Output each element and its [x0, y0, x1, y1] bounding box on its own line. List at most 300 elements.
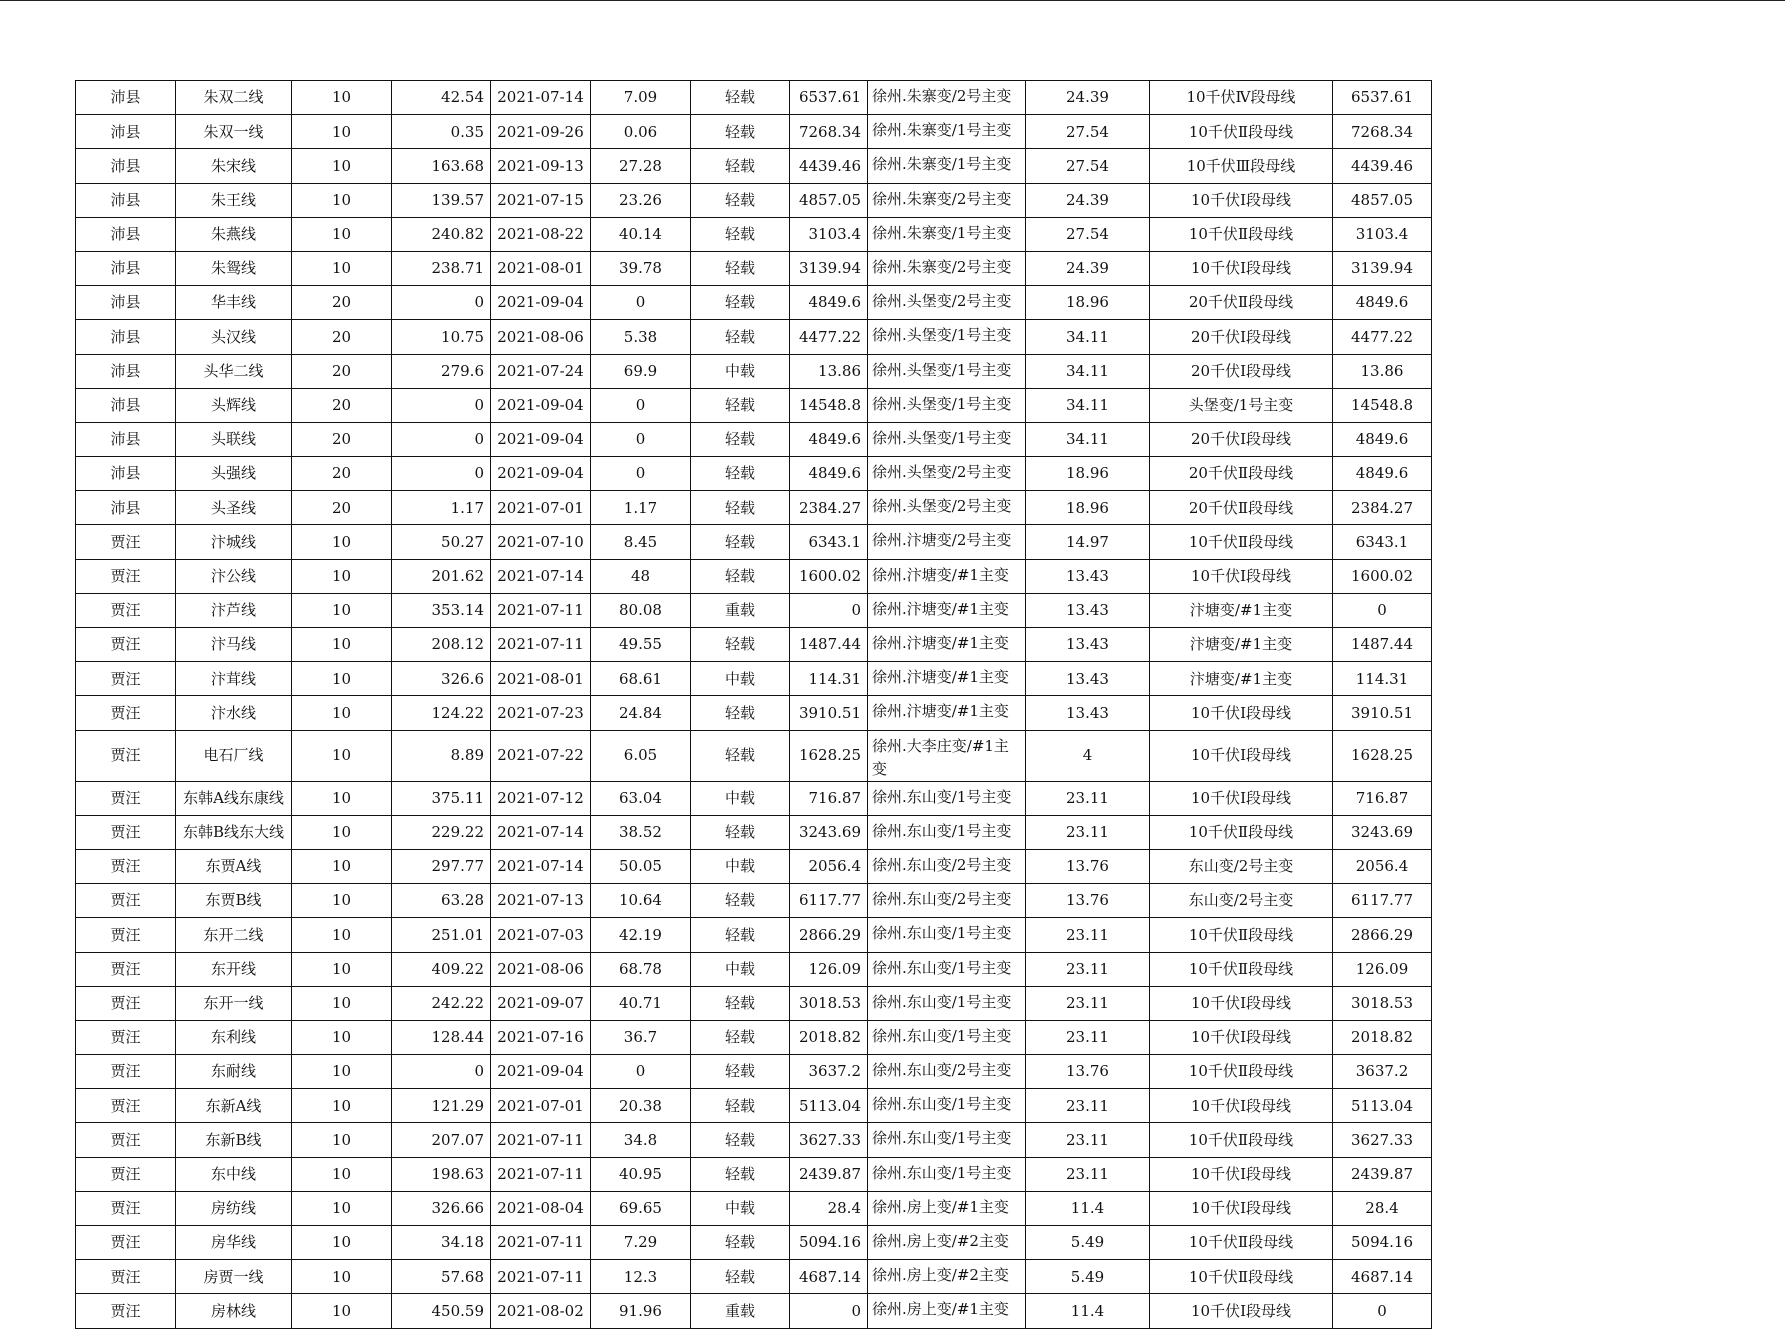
cell-date: 2021-08-01 — [491, 662, 591, 696]
cell-region: 贾汪 — [76, 1191, 176, 1225]
cell-remaining-capacity: 4857.05 — [790, 183, 868, 217]
table-row — [76, 1226, 1432, 1260]
cell-remaining-capacity: 28.4 — [790, 1191, 868, 1225]
cell-current: 1.17 — [392, 491, 491, 525]
cell-load-status: 轻载 — [691, 918, 790, 952]
cell-substation: 徐州.东山变/1号主变 — [868, 918, 1026, 952]
table-row — [76, 286, 1432, 320]
cell-region: 贾汪 — [76, 730, 176, 781]
cell-load-rate: 27.28 — [591, 149, 691, 183]
cell-substation: 徐州.东山变/1号主变 — [868, 1123, 1026, 1157]
cell-load-status: 轻载 — [691, 884, 790, 918]
cell-region: 贾汪 — [76, 662, 176, 696]
cell-substation: 徐州.东山变/1号主变 — [868, 1157, 1026, 1191]
cell-date: 2021-08-22 — [491, 217, 591, 251]
cell-capacity: 6537.61 — [1333, 81, 1432, 115]
table-row — [76, 1020, 1432, 1054]
cell-remaining-capacity: 7268.34 — [790, 115, 868, 149]
cell-capacity: 2439.87 — [1333, 1157, 1432, 1191]
cell-substation-rate: 11.4 — [1026, 1191, 1150, 1225]
cell-load-status: 轻载 — [691, 559, 790, 593]
cell-load-status: 轻载 — [691, 1123, 790, 1157]
cell-busbar: 10千伏Ⅳ段母线 — [1150, 81, 1333, 115]
cell-capacity: 4477.22 — [1333, 320, 1432, 354]
cell-voltage: 10 — [292, 1226, 392, 1260]
cell-date: 2021-07-03 — [491, 918, 591, 952]
cell-substation: 徐州.朱寨变/2号主变 — [868, 251, 1026, 285]
cell-voltage: 10 — [292, 115, 392, 149]
cell-line-name: 东贾B线 — [176, 884, 292, 918]
cell-remaining-capacity: 2018.82 — [790, 1020, 868, 1054]
cell-substation: 徐州.房上变/#1主变 — [868, 1294, 1026, 1328]
cell-voltage: 10 — [292, 781, 392, 815]
cell-voltage: 10 — [292, 662, 392, 696]
cell-date: 2021-07-14 — [491, 849, 591, 883]
cell-line-name: 汴城线 — [176, 525, 292, 559]
cell-current: 229.22 — [392, 815, 491, 849]
cell-busbar: 东山变/2号主变 — [1150, 884, 1333, 918]
cell-load-rate: 80.08 — [591, 593, 691, 627]
cell-voltage: 10 — [292, 183, 392, 217]
cell-remaining-capacity: 3627.33 — [790, 1123, 868, 1157]
cell-busbar: 10千伏Ⅰ段母线 — [1150, 696, 1333, 730]
cell-remaining-capacity: 114.31 — [790, 662, 868, 696]
cell-capacity: 28.4 — [1333, 1191, 1432, 1225]
cell-load-status: 轻载 — [691, 1157, 790, 1191]
cell-load-rate: 0 — [591, 388, 691, 422]
cell-substation-rate: 23.11 — [1026, 1157, 1150, 1191]
cell-capacity: 2018.82 — [1333, 1020, 1432, 1054]
cell-substation-rate: 23.11 — [1026, 1123, 1150, 1157]
cell-voltage: 20 — [292, 422, 392, 456]
cell-substation: 徐州.汴塘变/#1主变 — [868, 593, 1026, 627]
cell-substation: 徐州.房上变/#2主变 — [868, 1226, 1026, 1260]
cell-region: 贾汪 — [76, 1089, 176, 1123]
cell-region: 贾汪 — [76, 1294, 176, 1328]
cell-date: 2021-07-13 — [491, 884, 591, 918]
cell-voltage: 10 — [292, 1294, 392, 1328]
cell-load-status: 轻载 — [691, 1055, 790, 1089]
cell-substation-rate: 14.97 — [1026, 525, 1150, 559]
cell-remaining-capacity: 3243.69 — [790, 815, 868, 849]
cell-region: 贾汪 — [76, 1055, 176, 1089]
cell-busbar: 10千伏Ⅱ段母线 — [1150, 1055, 1333, 1089]
cell-region: 贾汪 — [76, 593, 176, 627]
cell-region: 贾汪 — [76, 696, 176, 730]
cell-date: 2021-08-01 — [491, 251, 591, 285]
cell-region: 贾汪 — [76, 525, 176, 559]
cell-remaining-capacity: 4849.6 — [790, 286, 868, 320]
cell-region: 沛县 — [76, 115, 176, 149]
cell-substation: 徐州.汴塘变/#1主变 — [868, 559, 1026, 593]
cell-line-name: 头辉线 — [176, 388, 292, 422]
cell-substation: 徐州.头堡变/2号主变 — [868, 457, 1026, 491]
cell-capacity: 716.87 — [1333, 781, 1432, 815]
cell-load-status: 轻载 — [691, 115, 790, 149]
cell-remaining-capacity: 13.86 — [790, 354, 868, 388]
cell-remaining-capacity: 2439.87 — [790, 1157, 868, 1191]
cell-load-rate: 50.05 — [591, 849, 691, 883]
cell-current: 163.68 — [392, 149, 491, 183]
cell-remaining-capacity: 1487.44 — [790, 628, 868, 662]
cell-capacity: 114.31 — [1333, 662, 1432, 696]
cell-substation: 徐州.汴塘变/#1主变 — [868, 696, 1026, 730]
cell-substation-rate: 24.39 — [1026, 81, 1150, 115]
cell-load-status: 轻载 — [691, 286, 790, 320]
cell-capacity: 3637.2 — [1333, 1055, 1432, 1089]
cell-substation-rate: 5.49 — [1026, 1260, 1150, 1294]
cell-remaining-capacity: 2384.27 — [790, 491, 868, 525]
cell-region: 沛县 — [76, 320, 176, 354]
cell-load-rate: 68.61 — [591, 662, 691, 696]
cell-line-name: 东贾A线 — [176, 849, 292, 883]
cell-substation: 徐州.东山变/1号主变 — [868, 1089, 1026, 1123]
cell-date: 2021-07-22 — [491, 730, 591, 781]
cell-load-status: 轻载 — [691, 457, 790, 491]
cell-busbar: 10千伏Ⅰ段母线 — [1150, 986, 1333, 1020]
data-table — [75, 80, 1432, 1329]
cell-current: 0 — [392, 286, 491, 320]
cell-substation-rate: 13.43 — [1026, 559, 1150, 593]
cell-capacity: 4687.14 — [1333, 1260, 1432, 1294]
cell-substation-rate: 23.11 — [1026, 1089, 1150, 1123]
cell-capacity: 3018.53 — [1333, 986, 1432, 1020]
cell-remaining-capacity: 1628.25 — [790, 730, 868, 781]
cell-capacity: 1628.25 — [1333, 730, 1432, 781]
cell-voltage: 20 — [292, 354, 392, 388]
cell-substation-rate: 34.11 — [1026, 422, 1150, 456]
cell-busbar: 10千伏Ⅱ段母线 — [1150, 1260, 1333, 1294]
cell-remaining-capacity: 3910.51 — [790, 696, 868, 730]
cell-line-name: 东耐线 — [176, 1055, 292, 1089]
cell-capacity: 7268.34 — [1333, 115, 1432, 149]
cell-capacity: 2866.29 — [1333, 918, 1432, 952]
cell-load-rate: 0 — [591, 422, 691, 456]
cell-capacity: 2056.4 — [1333, 849, 1432, 883]
cell-capacity: 4849.6 — [1333, 422, 1432, 456]
cell-date: 2021-07-11 — [491, 628, 591, 662]
cell-capacity: 4849.6 — [1333, 286, 1432, 320]
cell-region: 沛县 — [76, 183, 176, 217]
cell-region: 贾汪 — [76, 952, 176, 986]
table-row — [76, 696, 1432, 730]
cell-date: 2021-09-26 — [491, 115, 591, 149]
cell-line-name: 东开二线 — [176, 918, 292, 952]
table-row — [76, 918, 1432, 952]
cell-capacity: 0 — [1333, 1294, 1432, 1328]
cell-current: 0.35 — [392, 115, 491, 149]
cell-line-name: 东中线 — [176, 1157, 292, 1191]
cell-load-rate: 7.29 — [591, 1226, 691, 1260]
cell-load-rate: 68.78 — [591, 952, 691, 986]
cell-voltage: 20 — [292, 491, 392, 525]
cell-capacity: 3103.4 — [1333, 217, 1432, 251]
cell-load-status: 重载 — [691, 593, 790, 627]
cell-substation: 徐州.房上变/#2主变 — [868, 1260, 1026, 1294]
cell-region: 沛县 — [76, 491, 176, 525]
cell-region: 贾汪 — [76, 884, 176, 918]
cell-remaining-capacity: 4849.6 — [790, 422, 868, 456]
cell-current: 208.12 — [392, 628, 491, 662]
cell-load-status: 轻载 — [691, 1020, 790, 1054]
cell-voltage: 10 — [292, 559, 392, 593]
cell-current: 8.89 — [392, 730, 491, 781]
cell-remaining-capacity: 4849.6 — [790, 457, 868, 491]
table-row — [76, 1089, 1432, 1123]
cell-line-name: 东利线 — [176, 1020, 292, 1054]
cell-capacity: 3627.33 — [1333, 1123, 1432, 1157]
cell-date: 2021-07-11 — [491, 1260, 591, 1294]
cell-line-name: 东新B线 — [176, 1123, 292, 1157]
cell-voltage: 10 — [292, 251, 392, 285]
cell-substation-rate: 23.11 — [1026, 781, 1150, 815]
cell-load-rate: 23.26 — [591, 183, 691, 217]
cell-current: 251.01 — [392, 918, 491, 952]
cell-region: 沛县 — [76, 286, 176, 320]
cell-region: 沛县 — [76, 217, 176, 251]
cell-substation-rate: 34.11 — [1026, 320, 1150, 354]
cell-capacity: 14548.8 — [1333, 388, 1432, 422]
cell-current: 375.11 — [392, 781, 491, 815]
cell-remaining-capacity: 4477.22 — [790, 320, 868, 354]
cell-remaining-capacity: 4687.14 — [790, 1260, 868, 1294]
table-row — [76, 730, 1432, 781]
cell-capacity: 5113.04 — [1333, 1089, 1432, 1123]
cell-line-name: 华丰线 — [176, 286, 292, 320]
cell-voltage: 10 — [292, 1260, 392, 1294]
cell-load-status: 中载 — [691, 849, 790, 883]
cell-capacity: 3243.69 — [1333, 815, 1432, 849]
cell-current: 240.82 — [392, 217, 491, 251]
cell-busbar: 10千伏Ⅱ段母线 — [1150, 918, 1333, 952]
cell-busbar: 10千伏Ⅰ段母线 — [1150, 1294, 1333, 1328]
cell-current: 238.71 — [392, 251, 491, 285]
cell-busbar: 汴塘变/#1主变 — [1150, 662, 1333, 696]
cell-voltage: 20 — [292, 286, 392, 320]
cell-substation: 徐州.朱寨变/1号主变 — [868, 115, 1026, 149]
cell-voltage: 10 — [292, 217, 392, 251]
cell-load-rate: 0.06 — [591, 115, 691, 149]
cell-remaining-capacity: 3139.94 — [790, 251, 868, 285]
cell-load-rate: 40.71 — [591, 986, 691, 1020]
cell-remaining-capacity: 2056.4 — [790, 849, 868, 883]
cell-voltage: 10 — [292, 1191, 392, 1225]
cell-substation: 徐州.朱寨变/2号主变 — [868, 183, 1026, 217]
cell-remaining-capacity: 3637.2 — [790, 1055, 868, 1089]
cell-date: 2021-07-16 — [491, 1020, 591, 1054]
table-row — [76, 1260, 1432, 1294]
cell-load-status: 轻载 — [691, 1260, 790, 1294]
cell-load-status: 轻载 — [691, 696, 790, 730]
cell-substation: 徐州.东山变/2号主变 — [868, 849, 1026, 883]
cell-load-rate: 0 — [591, 457, 691, 491]
cell-line-name: 汴水线 — [176, 696, 292, 730]
cell-date: 2021-09-04 — [491, 457, 591, 491]
cell-busbar: 10千伏Ⅰ段母线 — [1150, 251, 1333, 285]
cell-load-rate: 91.96 — [591, 1294, 691, 1328]
cell-region: 贾汪 — [76, 1226, 176, 1260]
cell-substation-rate: 23.11 — [1026, 815, 1150, 849]
cell-load-rate: 69.65 — [591, 1191, 691, 1225]
cell-substation: 徐州.头堡变/1号主变 — [868, 422, 1026, 456]
cell-region: 贾汪 — [76, 918, 176, 952]
cell-substation-rate: 18.96 — [1026, 286, 1150, 320]
cell-remaining-capacity: 6343.1 — [790, 525, 868, 559]
cell-date: 2021-07-11 — [491, 1123, 591, 1157]
cell-date: 2021-07-23 — [491, 696, 591, 730]
cell-busbar: 10千伏Ⅰ段母线 — [1150, 1157, 1333, 1191]
cell-capacity: 5094.16 — [1333, 1226, 1432, 1260]
cell-line-name: 头联线 — [176, 422, 292, 456]
cell-remaining-capacity: 2866.29 — [790, 918, 868, 952]
cell-date: 2021-07-12 — [491, 781, 591, 815]
cell-line-name: 朱燕线 — [176, 217, 292, 251]
cell-busbar: 20千伏Ⅱ段母线 — [1150, 286, 1333, 320]
cell-line-name: 汴芦线 — [176, 593, 292, 627]
cell-region: 沛县 — [76, 81, 176, 115]
cell-current: 121.29 — [392, 1089, 491, 1123]
cell-substation: 徐州.房上变/#1主变 — [868, 1191, 1026, 1225]
cell-date: 2021-07-14 — [491, 815, 591, 849]
cell-load-status: 中载 — [691, 952, 790, 986]
table-row — [76, 422, 1432, 456]
cell-region: 贾汪 — [76, 1260, 176, 1294]
cell-region: 贾汪 — [76, 559, 176, 593]
cell-substation: 徐州.东山变/2号主变 — [868, 1055, 1026, 1089]
cell-current: 0 — [392, 422, 491, 456]
cell-region: 沛县 — [76, 422, 176, 456]
cell-substation-rate: 13.43 — [1026, 696, 1150, 730]
cell-substation-rate: 13.76 — [1026, 849, 1150, 883]
cell-voltage: 10 — [292, 1157, 392, 1191]
cell-busbar: 10千伏Ⅰ段母线 — [1150, 1089, 1333, 1123]
cell-load-rate: 1.17 — [591, 491, 691, 525]
cell-region: 贾汪 — [76, 1020, 176, 1054]
cell-load-status: 中载 — [691, 662, 790, 696]
cell-load-rate: 40.14 — [591, 217, 691, 251]
cell-remaining-capacity: 3018.53 — [790, 986, 868, 1020]
cell-date: 2021-07-01 — [491, 491, 591, 525]
cell-busbar: 10千伏Ⅰ段母线 — [1150, 183, 1333, 217]
cell-substation-rate: 27.54 — [1026, 115, 1150, 149]
table-row — [76, 1157, 1432, 1191]
cell-busbar: 10千伏Ⅱ段母线 — [1150, 815, 1333, 849]
cell-voltage: 10 — [292, 1123, 392, 1157]
cell-voltage: 10 — [292, 730, 392, 781]
cell-region: 贾汪 — [76, 628, 176, 662]
table-row — [76, 81, 1432, 115]
cell-line-name: 朱双一线 — [176, 115, 292, 149]
cell-date: 2021-09-04 — [491, 1055, 591, 1089]
cell-current: 34.18 — [392, 1226, 491, 1260]
cell-substation-rate: 13.43 — [1026, 628, 1150, 662]
cell-load-rate: 39.78 — [591, 251, 691, 285]
cell-substation: 徐州.汴塘变/#1主变 — [868, 628, 1026, 662]
cell-line-name: 电石厂线 — [176, 730, 292, 781]
cell-date: 2021-07-15 — [491, 183, 591, 217]
cell-remaining-capacity: 3103.4 — [790, 217, 868, 251]
cell-busbar: 10千伏Ⅲ段母线 — [1150, 149, 1333, 183]
cell-current: 42.54 — [392, 81, 491, 115]
cell-substation: 徐州.朱寨变/1号主变 — [868, 149, 1026, 183]
cell-line-name: 房林线 — [176, 1294, 292, 1328]
cell-load-rate: 49.55 — [591, 628, 691, 662]
cell-line-name: 头华二线 — [176, 354, 292, 388]
cell-substation-rate: 18.96 — [1026, 491, 1150, 525]
cell-remaining-capacity: 0 — [790, 593, 868, 627]
table-row — [76, 149, 1432, 183]
cell-region: 沛县 — [76, 149, 176, 183]
cell-date: 2021-07-10 — [491, 525, 591, 559]
table-row — [76, 251, 1432, 285]
table-row — [76, 1191, 1432, 1225]
cell-capacity: 3139.94 — [1333, 251, 1432, 285]
cell-load-status: 轻载 — [691, 422, 790, 456]
cell-capacity: 4849.6 — [1333, 457, 1432, 491]
cell-substation: 徐州.东山变/1号主变 — [868, 986, 1026, 1020]
cell-voltage: 10 — [292, 918, 392, 952]
cell-substation-rate: 18.96 — [1026, 457, 1150, 491]
cell-voltage: 10 — [292, 81, 392, 115]
cell-substation-rate: 13.43 — [1026, 662, 1150, 696]
cell-date: 2021-09-13 — [491, 149, 591, 183]
cell-substation-rate: 34.11 — [1026, 354, 1150, 388]
cell-date: 2021-09-07 — [491, 986, 591, 1020]
cell-substation-rate: 5.49 — [1026, 1226, 1150, 1260]
cell-line-name: 房贾一线 — [176, 1260, 292, 1294]
cell-substation: 徐州.东山变/1号主变 — [868, 952, 1026, 986]
cell-line-name: 汴公线 — [176, 559, 292, 593]
cell-load-rate: 8.45 — [591, 525, 691, 559]
cell-current: 353.14 — [392, 593, 491, 627]
cell-busbar: 10千伏Ⅰ段母线 — [1150, 1020, 1333, 1054]
cell-date: 2021-07-11 — [491, 1226, 591, 1260]
cell-substation-rate: 24.39 — [1026, 183, 1150, 217]
cell-busbar: 汴塘变/#1主变 — [1150, 628, 1333, 662]
table-row — [76, 815, 1432, 849]
cell-current: 10.75 — [392, 320, 491, 354]
cell-busbar: 10千伏Ⅱ段母线 — [1150, 525, 1333, 559]
cell-load-rate: 20.38 — [591, 1089, 691, 1123]
cell-voltage: 20 — [292, 320, 392, 354]
cell-line-name: 东韩A线东康线 — [176, 781, 292, 815]
cell-capacity: 1600.02 — [1333, 559, 1432, 593]
cell-substation-rate: 23.11 — [1026, 986, 1150, 1020]
table-row — [76, 525, 1432, 559]
table-row — [76, 217, 1432, 251]
cell-remaining-capacity: 0 — [790, 1294, 868, 1328]
cell-substation: 徐州.汴塘变/#1主变 — [868, 662, 1026, 696]
cell-load-rate: 36.7 — [591, 1020, 691, 1054]
cell-current: 63.28 — [392, 884, 491, 918]
cell-load-status: 轻载 — [691, 1089, 790, 1123]
cell-busbar: 20千伏Ⅱ段母线 — [1150, 491, 1333, 525]
cell-load-status: 轻载 — [691, 986, 790, 1020]
cell-substation-rate: 13.76 — [1026, 884, 1150, 918]
cell-substation: 徐州.东山变/1号主变 — [868, 1020, 1026, 1054]
cell-load-rate: 69.9 — [591, 354, 691, 388]
cell-busbar: 10千伏Ⅱ段母线 — [1150, 115, 1333, 149]
cell-voltage: 10 — [292, 986, 392, 1020]
cell-load-rate: 7.09 — [591, 81, 691, 115]
cell-busbar: 10千伏Ⅰ段母线 — [1150, 730, 1333, 781]
table-row — [76, 1294, 1432, 1328]
cell-load-status: 轻载 — [691, 149, 790, 183]
table-row — [76, 115, 1432, 149]
cell-load-rate: 0 — [591, 1055, 691, 1089]
cell-substation: 徐州.东山变/2号主变 — [868, 884, 1026, 918]
table-row — [76, 320, 1432, 354]
